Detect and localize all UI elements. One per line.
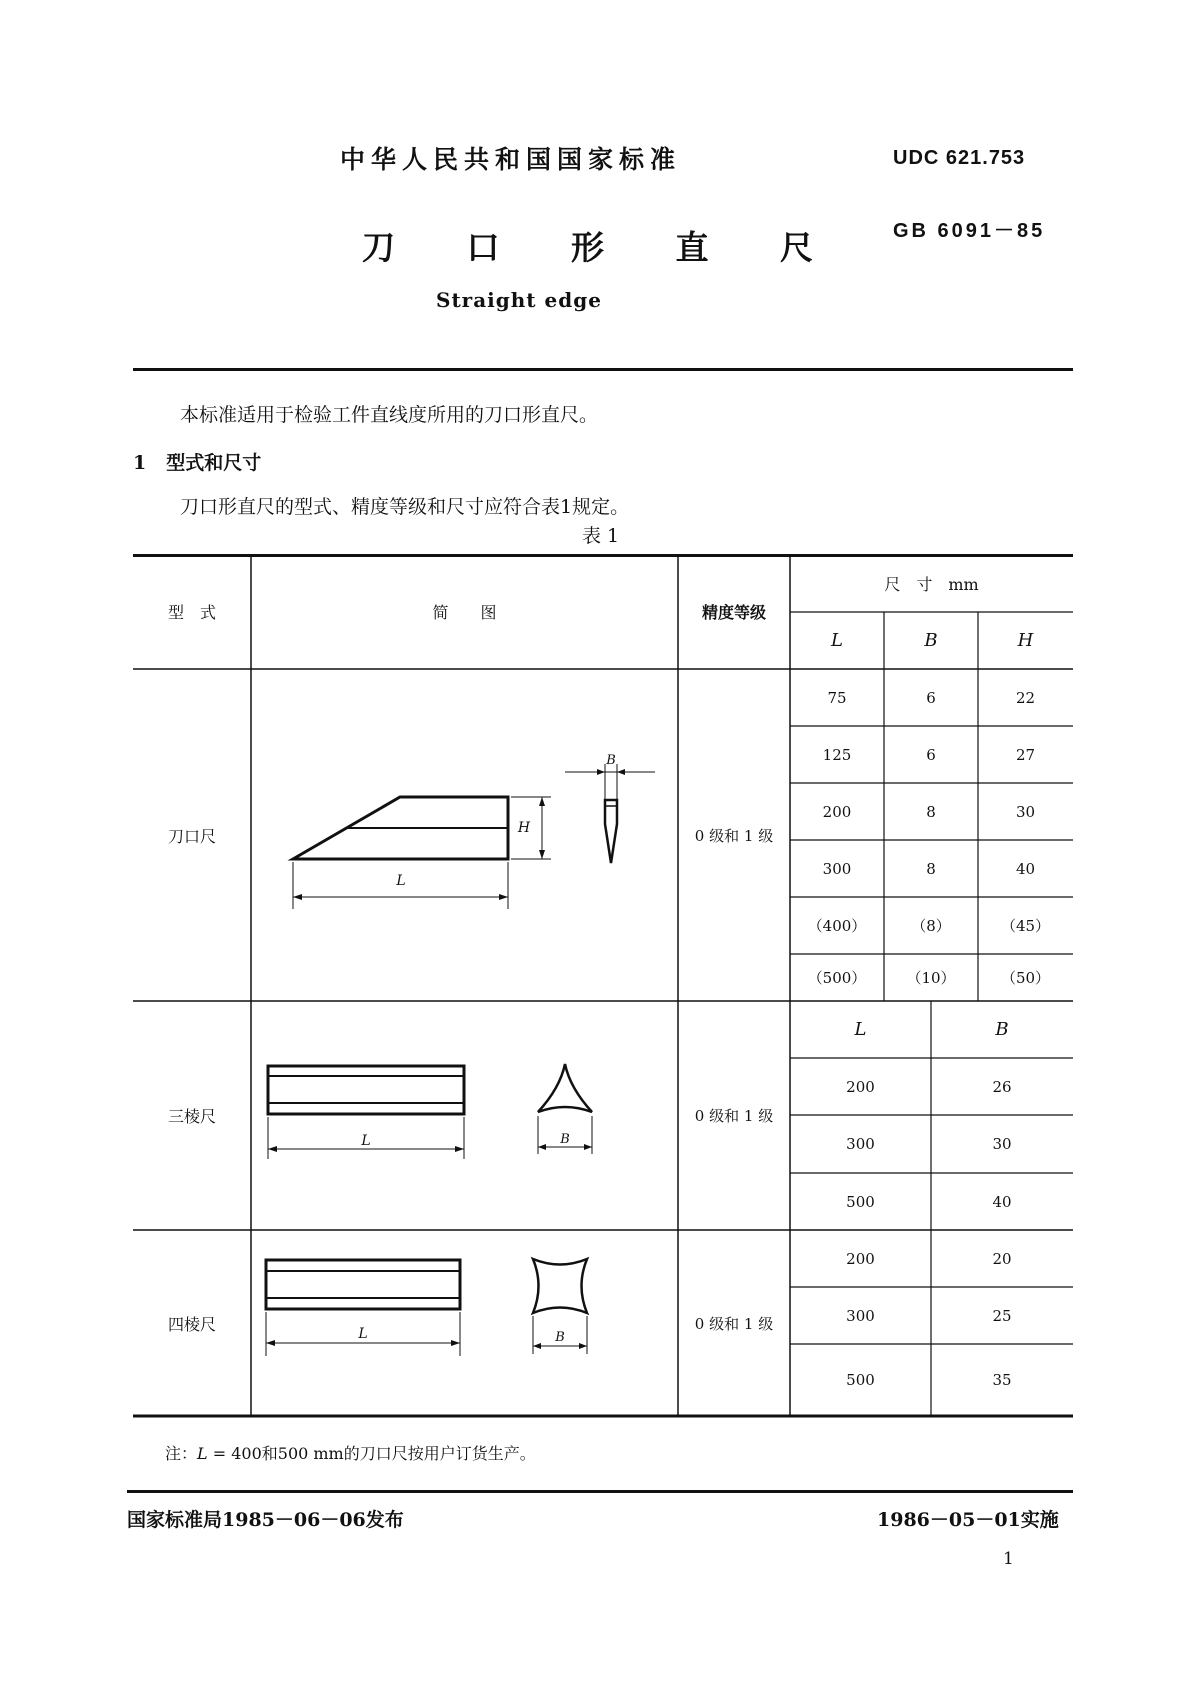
footer-rule	[127, 1490, 1073, 1493]
udc-code: UDC 621.753	[893, 147, 1026, 169]
header-B: B	[924, 630, 938, 651]
table-cell: 75	[827, 688, 847, 707]
knife-label-L: L	[396, 873, 406, 889]
header-type: 型 式	[167, 603, 216, 622]
header-grade: 精度等级	[701, 603, 766, 622]
table-cell: 8	[926, 859, 936, 878]
type-square: 四棱尺	[167, 1314, 216, 1334]
sub-header-L: L	[854, 1019, 867, 1040]
table-cell: 6	[926, 688, 936, 707]
page-number: 1	[1003, 1549, 1014, 1569]
table-cell: 30	[992, 1135, 1012, 1153]
table-note	[165, 1441, 536, 1464]
table-cell: 300	[846, 1135, 875, 1153]
table-cell: （8）	[911, 917, 951, 935]
table-cell: 200	[846, 1249, 875, 1268]
scope-paragraph: 本标准适用于检验工件直线度所用的刀口形直尺。	[180, 404, 599, 426]
header-L: L	[831, 630, 843, 651]
header-rule	[133, 368, 1073, 371]
effective-date: 1986－05－01实施	[877, 1509, 1059, 1531]
knife-label-B: B	[606, 752, 616, 768]
note-prefix: 注：	[165, 1444, 198, 1463]
english-subtitle: Straight edge	[436, 288, 602, 312]
table-cell: 35	[992, 1371, 1012, 1389]
spec-table	[133, 554, 1073, 1418]
table-cell: 8	[926, 802, 936, 821]
intro-paragraph: 刀口形直尺的型式、精度等级和尺寸应符合表1规定。	[180, 496, 630, 518]
tri-label-B: B	[560, 1131, 570, 1147]
sq-label-B: B	[555, 1329, 565, 1345]
note-var: L	[197, 1444, 208, 1463]
grade-knife: 0 级和 1 级	[694, 826, 774, 845]
sq-label-L: L	[358, 1326, 368, 1342]
section-heading	[133, 448, 261, 475]
knife-label-H: H	[517, 820, 531, 836]
section-number: 1	[133, 452, 147, 474]
table-cell: （500）	[807, 969, 867, 987]
type-triangular: 三棱尺	[167, 1107, 216, 1126]
standard-number: GB 6091－85	[893, 220, 1046, 242]
square-edge-diagram	[266, 1259, 587, 1356]
triangular-edge-diagram	[268, 1064, 592, 1159]
section-title: 型式和尺寸	[166, 452, 262, 474]
table-cell: 200	[846, 1077, 875, 1096]
table-cell: 125	[822, 745, 852, 764]
table-cell: 30	[1015, 802, 1036, 821]
sub-header-B: B	[995, 1019, 1009, 1040]
table-cell: （400）	[807, 917, 867, 935]
table-cell: 25	[992, 1306, 1012, 1325]
header-H: H	[1017, 630, 1034, 651]
grade-triangular: 0 级和 1 级	[694, 1107, 774, 1125]
table-cell: （45）	[1000, 917, 1051, 935]
table-cell: （50）	[1000, 969, 1051, 987]
table-cell: 6	[926, 745, 936, 764]
type-knife: 刀口尺	[167, 826, 216, 846]
table-cell: 200	[822, 802, 852, 821]
table-cell: 500	[846, 1192, 875, 1211]
grade-square: 0 级和 1 级	[694, 1314, 774, 1333]
table-cell: 26	[992, 1077, 1012, 1096]
table-cell: 40	[992, 1192, 1012, 1211]
table-cell: 40	[1015, 859, 1036, 878]
table-caption: 表 1	[582, 525, 620, 547]
issuing-org: 中华人民共和国国家标准	[340, 145, 682, 174]
note-text: = 400和500 mm的刀口尺按用户订货生产。	[207, 1444, 536, 1463]
tri-label-L: L	[361, 1133, 371, 1149]
table-cell: 500	[846, 1371, 875, 1389]
header-dims: 尺 寸 mm	[884, 574, 979, 594]
table-cell: （10）	[906, 969, 956, 987]
page-title: 刀 口 形 直 尺	[362, 228, 843, 267]
table-cell: 22	[1015, 688, 1036, 707]
header-diagram: 简 图	[432, 603, 497, 622]
table-cell: 300	[822, 859, 852, 878]
table-cell: 20	[992, 1249, 1012, 1268]
knife-edge-diagram	[293, 764, 655, 909]
table-cell: 300	[846, 1306, 875, 1325]
table-cell: 27	[1015, 745, 1036, 764]
issue-date: 国家标准局1985－06－06发布	[127, 1509, 404, 1531]
